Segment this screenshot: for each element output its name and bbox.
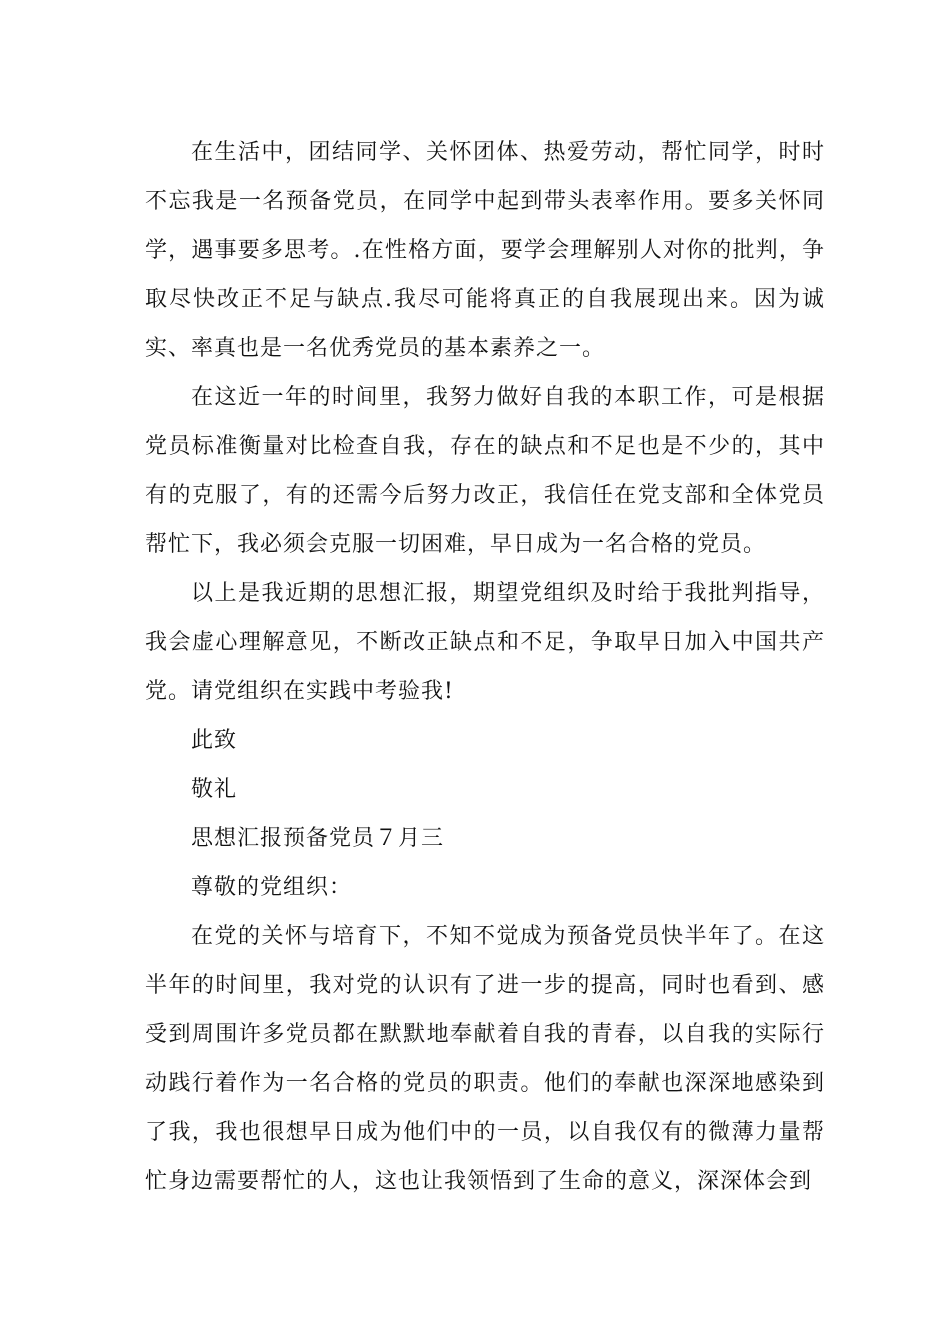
paragraph-life-conduct: 在生活中，团结同学、关怀团体、热爱劳动，帮忙同学，时时不忘我是一名预备党员，在同学中起到带头表率作用。要多关怀同学，遇事要多思考。.在性格方面，要学会理解别人对你的批判，争取尽快改正不足与缺点.我尽可能将真正的自我展现出来。因为诚实、率真也是一名优秀党员的基本素养之一。 bbox=[145, 140, 825, 361]
closing-cizhi: 此致 bbox=[191, 728, 238, 753]
paragraph-reflection: 在党的关怀与培育下，不知不觉成为预备党员快半年了。在这半年的时间里，我对党的认识有了进一步的提高，同时也看到、感受到周围许多党员都在默默地奉献着自我的青春，以自我的实际行动践行着作为一名合格的党员的职责。他们的奉献也深深地感染到了我，我也很想早日成为他们中的一员，以自我仅有的微薄力量帮忙身边需要帮忙的人，这也让我领悟到了生命的意义，深深体会到 bbox=[145, 924, 825, 1194]
paragraph-self-review: 在这近一年的时间里，我努力做好自我的本职工作，可是根据党员标准衡量对比检查自我，存在的缺点和不足也是不少的，其中有的克服了，有的还需今后努力改正，我信任在党支部和全体党员帮忙下，我必须会克服一切困难，早日成为一名合格的党员。 bbox=[145, 385, 825, 557]
closing-jingli: 敬礼 bbox=[191, 777, 238, 802]
section-heading: 思想汇报预备党员７月三 bbox=[191, 826, 445, 851]
paragraph-conclusion: 以上是我近期的思想汇报，期望党组织及时给于我批判指导，我会虚心理解意见，不断改正缺点和不足，争取早日加入中国共产党。请党组织在实践中考验我! bbox=[145, 581, 825, 704]
document-body bbox=[145, 128, 825, 1206]
salutation: 尊敬的党组织： bbox=[191, 875, 353, 900]
